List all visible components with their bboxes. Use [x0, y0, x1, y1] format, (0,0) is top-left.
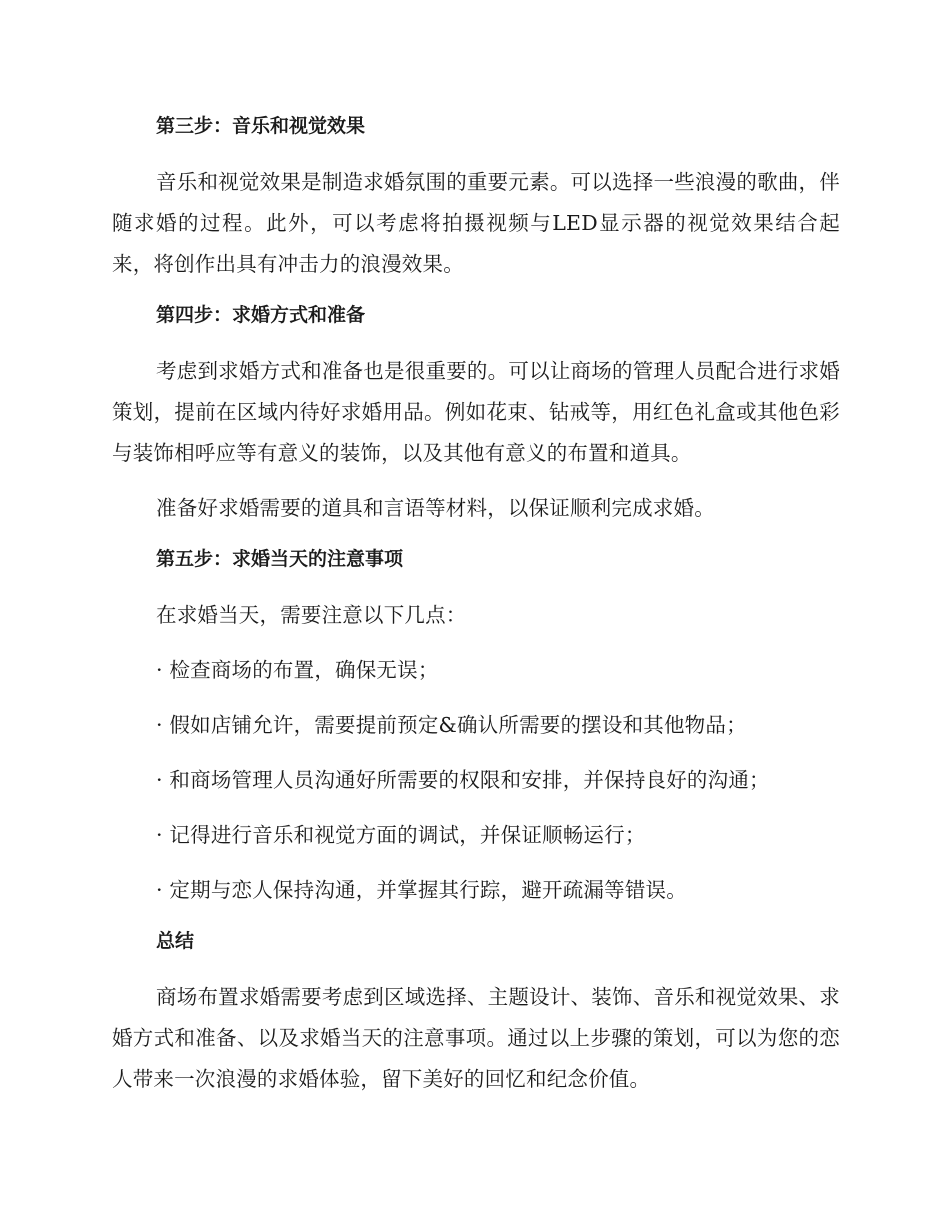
section-heading-step3: 第三步：音乐和视觉效果 [156, 115, 366, 137]
section-heading-step5: 第五步：求婚当天的注意事项 [156, 548, 404, 570]
list-item: · 记得进行音乐和视觉方面的调试，并保证顺畅运行； [156, 823, 646, 847]
section-heading-summary: 总结 [156, 930, 195, 952]
paragraph-step4-a: 考虑到求婚方式和准备也是很重要的。可以让商场的管理人员配合进行求婚策划，提前在区域内待好求婚用品。例如花束、钻戒等，用红色礼盒或其他色彩与装饰相呼应等有意义的装饰，以及其他有意义的布置和道具。 [112, 359, 840, 465]
section-heading-step4: 第四步：求婚方式和准备 [156, 304, 366, 326]
list-item: · 检查商场的布置，确保无误； [156, 658, 439, 682]
paragraph-step3: 音乐和视觉效果是制造求婚氛围的重要元素。可以选择一些浪漫的歌曲，伴随求婚的过程。此外，可以考虑将拍摄视频与LED显示器的视觉效果结合起来，将创作出具有冲击力的浪漫效果。 [112, 170, 840, 276]
paragraph-step4-b: 准备好求婚需要的道具和言语等材料，以保证顺利完成求婚。 [156, 496, 715, 520]
list-item: · 假如店铺允许，需要提前预定&确认所需要的摆设和其他物品； [156, 713, 747, 737]
list-item: · 定期与恋人保持沟通，并掌握其行踪，避开疏漏等错误。 [156, 878, 687, 902]
paragraph-summary: 商场布置求婚需要考虑到区域选择、主题设计、装饰、音乐和视觉效果、求婚方式和准备、以及求婚当天的注意事项。通过以上步骤的策划，可以为您的恋人带来一次浪漫的求婚体验，留下美好的回忆和纪念价值。 [112, 985, 840, 1091]
paragraph-step5-intro: 在求婚当天，需要注意以下几点： [156, 603, 467, 627]
list-item: · 和商场管理人员沟通好所需要的权限和安排，并保持良好的沟通； [156, 768, 770, 792]
